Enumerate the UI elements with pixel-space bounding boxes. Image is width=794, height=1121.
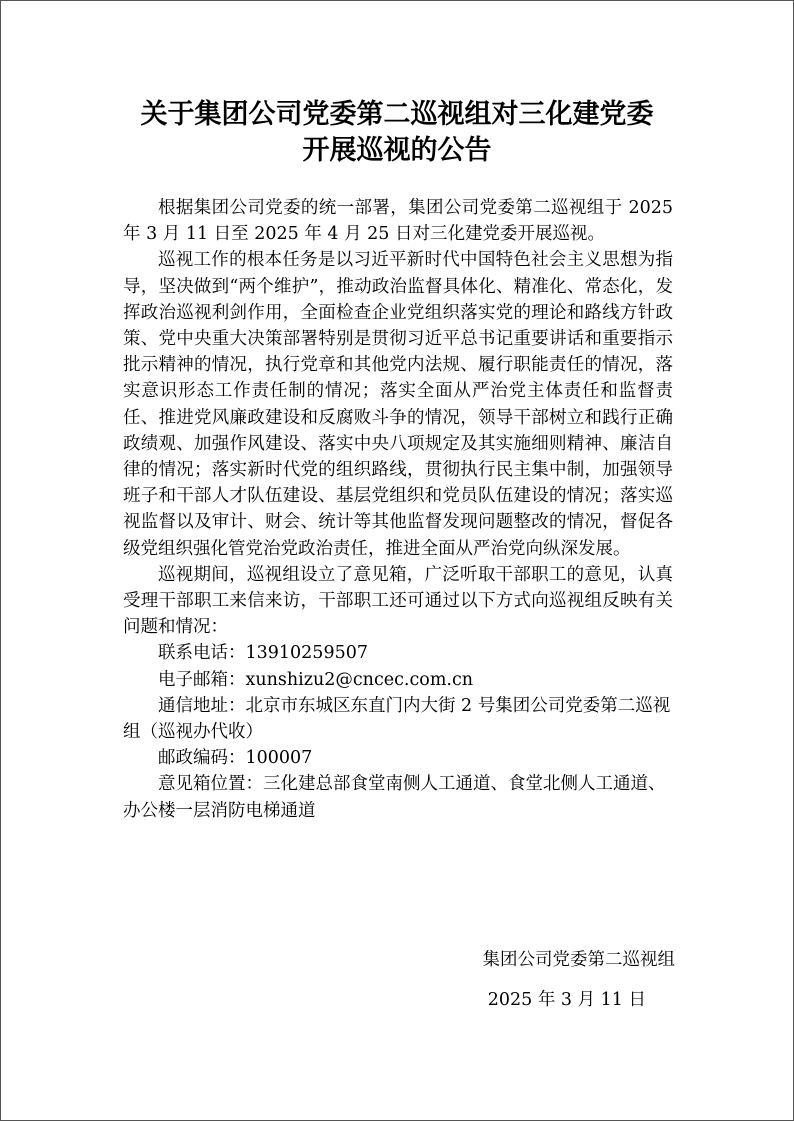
- paragraph-inspection-schedule: 根据集团公司党委的统一部署，集团公司党委第二巡视组于 2025 年 3 月 11 日至 2025 年 4 月 25 日对三化建党委开展巡视。: [123, 198, 673, 245]
- document-body: [123, 195, 673, 824]
- paragraph-feedback-channels: 巡视期间，巡视组设立了意见箱，广泛听取干部职工的意见，认真受理干部职工来信来访，干部职工还可通过以下方式向巡视组反映有关问题和情况：: [123, 564, 673, 638]
- document-title: [1, 97, 793, 169]
- contact-phone: 联系电话：13910259507: [158, 643, 368, 664]
- contact-postcode: 邮政编码：100007: [158, 748, 313, 769]
- signature-organization: 集团公司党委第二巡视组: [482, 950, 675, 970]
- contact-mailbox-location: 意见箱位置：三化建总部食堂南侧人工通道、食堂北侧人工通道、办公楼一层消防电梯通道: [123, 774, 666, 821]
- paragraph-inspection-tasks: 巡视工作的根本任务是以习近平新时代中国特色社会主义思想为指导，坚决做到“两个维护”，推动政治监督具体化、精准化、常态化，发挥政治巡视利剑作用，全面检查企业党组织落实党的理论和路线方针政策、党中央重大决策部署特别是贯彻习近平总书记重要讲话和重要指示批示精神的情况，执行党章和其他党内法规、履行职能责任的情况，落实意识形态工作责任制的情况；落实全面从严治党主体责任和监督责任、推进党风廉政建设和反腐败斗争的情况，领导干部树立和践行正确政绩观、加强作风建设、落实中央八项规定及其实施细则精神、廉洁自律的情况；落实新时代党的组织路线，贯彻执行民主集中制，加强领导班子和干部人才队伍建设、基层党组织和党员队伍建设的情况；落实巡视监督以及审计、财会、统计等其他监督发现问题整改的情况，督促各级党组织强化管党治党政治责任，推进全面从严治党向纵深发展。: [123, 250, 673, 559]
- title-line-1: 关于集团公司党委第二巡视组对三化建党委: [140, 99, 654, 130]
- signature-date: 2025 年 3 月 11 日: [487, 990, 646, 1010]
- contact-address: 通信地址：北京市东城区东直门内大街 2 号集团公司党委第二巡视组（巡视办代收）: [123, 695, 671, 743]
- title-line-2: 开展巡视的公告: [302, 135, 492, 166]
- contact-email: 电子邮箱：xunshizu2@cncec.com.cn: [158, 669, 474, 690]
